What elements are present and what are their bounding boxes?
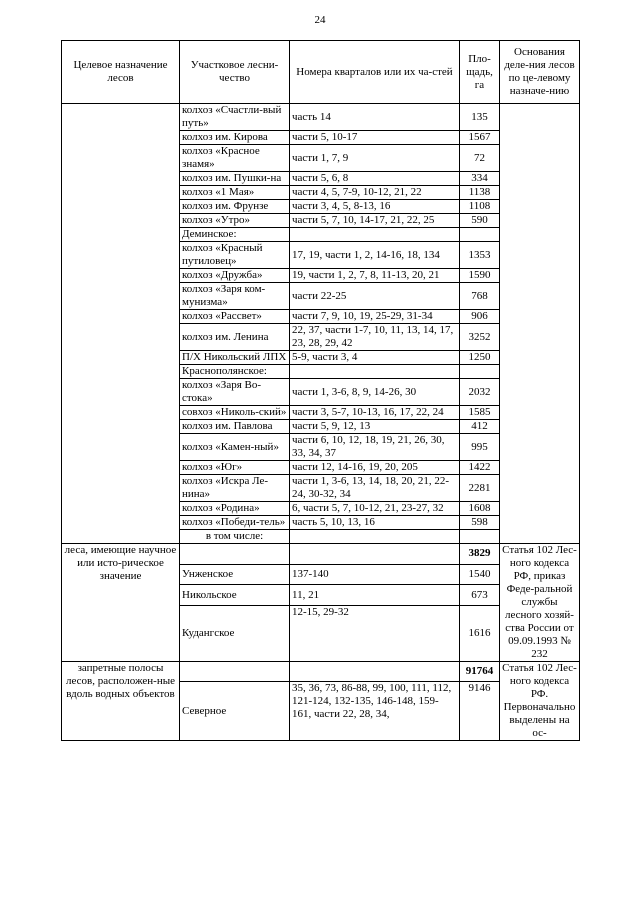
forestry-cell: колхоз им. Кирова (180, 131, 290, 145)
header-area: Пло-щадь, га (460, 41, 500, 104)
forestry-cell: колхоз «Родина» (180, 502, 290, 516)
area-cell: 1138 (460, 186, 500, 200)
forest-purpose-table (61, 40, 580, 741)
scientific-total: 3829 (460, 544, 500, 565)
forestry-cell: колхоз им. Ленина (180, 324, 290, 351)
forestry-cell: колхоз «Дружба» (180, 269, 290, 283)
area-cell: 1353 (460, 242, 500, 269)
group-label-krasnopolyanskoe: Краснополянское: (180, 365, 290, 379)
forestry-cell: колхоз «Красный путиловец» (180, 242, 290, 269)
area-cell: 72 (460, 145, 500, 172)
forestry-cell: колхоз «Счастли-вый путь» (180, 104, 290, 131)
basis-water: Статья 102 Лес-ного кодекса РФ. Первоначально выделены на ос- (500, 662, 580, 741)
area-cell: 768 (460, 283, 500, 310)
forestry-cell: Унженское (180, 564, 290, 585)
quarters-cell: части 5, 10-17 (290, 131, 460, 145)
quarters-cell: части 3, 5-7, 10-13, 16, 17, 22, 24 (290, 406, 460, 420)
quarters-cell: части 1, 3-6, 13, 14, 18, 20, 21, 22-24, 30-32, 34 (290, 475, 460, 502)
subtotal-row (62, 662, 580, 682)
area-cell: 995 (460, 434, 500, 461)
including-label: в том числе: (180, 530, 290, 544)
page-number: 24 (314, 14, 326, 26)
forestry-cell: колхоз им. Павлова (180, 420, 290, 434)
area-cell: 1585 (460, 406, 500, 420)
forestry-cell: колхоз «Юг» (180, 461, 290, 475)
quarters-cell: части 4, 5, 7-9, 10-12, 21, 22 (290, 186, 460, 200)
quarters-cell: 22, 37, части 1-7, 10, 11, 13, 14, 17, 23, 28, 29, 42 (290, 324, 460, 351)
quarters-cell: 137-140 (290, 564, 460, 585)
area-cell: 1422 (460, 461, 500, 475)
quarters-cell: части 5, 9, 12, 13 (290, 420, 460, 434)
header-purpose: Целевое назначение лесов (62, 41, 180, 104)
area-cell: 1608 (460, 502, 500, 516)
quarters-cell: 19, части 1, 2, 7, 8, 11-13, 20, 21 (290, 269, 460, 283)
quarters-cell: части 5, 7, 10, 14-17, 21, 22, 25 (290, 214, 460, 228)
area-cell: 1590 (460, 269, 500, 283)
header-quarters: Номера кварталов или их ча-стей (290, 41, 460, 104)
area-cell: 1108 (460, 200, 500, 214)
forestry-cell: колхоз «Заря ком-мунизма» (180, 283, 290, 310)
area-cell: 2281 (460, 475, 500, 502)
forestry-cell: Кудангское (180, 606, 290, 662)
area-cell: 135 (460, 104, 500, 131)
forestry-cell: колхоз «Рассвет» (180, 310, 290, 324)
area-cell: 1616 (460, 606, 500, 662)
table-header-row (62, 41, 580, 104)
quarters-cell: части 1, 7, 9 (290, 145, 460, 172)
quarters-cell: 17, 19, части 1, 2, 14-16, 18, 134 (290, 242, 460, 269)
quarters-cell: часть 5, 10, 13, 16 (290, 516, 460, 530)
area-cell: 3252 (460, 324, 500, 351)
forestry-cell: Северное (180, 682, 290, 741)
header-basis: Основания деле-ния лесов по це-левому назначе-нию (500, 41, 580, 104)
basis-continued-cell (500, 104, 580, 544)
quarters-cell: части 12, 14-16, 19, 20, 205 (290, 461, 460, 475)
area-cell: 673 (460, 585, 500, 606)
quarters-cell: 35, 36, 73, 86-88, 99, 100, 111, 112, 121-124, 132-135, 146-148, 159-161, части 22, 28, 34, (290, 682, 460, 741)
purpose-scientific: леса, имеющие научное или исто-рическое значение (62, 544, 180, 662)
quarters-cell: части 5, 6, 8 (290, 172, 460, 186)
header-forestry: Участковое лесни-чество (180, 41, 290, 104)
quarters-cell: части 3, 4, 5, 8-13, 16 (290, 200, 460, 214)
quarters-cell: части 6, 10, 12, 18, 19, 21, 26, 30, 33, 34, 37 (290, 434, 460, 461)
forestry-cell: колхоз им. Пушки-на (180, 172, 290, 186)
forestry-cell: П/Х Никольский ЛПХ (180, 351, 290, 365)
forestry-cell: колхоз «Заря Во-стока» (180, 379, 290, 406)
table-row (62, 104, 580, 131)
quarters-cell: 11, 21 (290, 585, 460, 606)
area-cell: 2032 (460, 379, 500, 406)
group-label-deminskoe: Деминское: (180, 228, 290, 242)
area-cell: 1567 (460, 131, 500, 145)
quarters-cell: 6, части 5, 7, 10-12, 21, 23-27, 32 (290, 502, 460, 516)
area-cell: 334 (460, 172, 500, 186)
area-cell: 598 (460, 516, 500, 530)
quarters-cell: части 22-25 (290, 283, 460, 310)
forestry-cell: колхоз «Красное знамя» (180, 145, 290, 172)
purpose-water: запретные полосы лесов, расположен-ные вдоль водных объектов (62, 662, 180, 741)
area-cell: 412 (460, 420, 500, 434)
subtotal-row (62, 544, 580, 565)
forestry-cell: колхоз «1 Мая» (180, 186, 290, 200)
water-total: 91764 (460, 662, 500, 682)
forestry-cell: колхоз им. Фрунзе (180, 200, 290, 214)
area-cell: 590 (460, 214, 500, 228)
area-cell: 1250 (460, 351, 500, 365)
quarters-cell: 12-15, 29-32 (290, 606, 460, 662)
forestry-cell: колхоз «Искра Ле-нина» (180, 475, 290, 502)
forestry-cell: Никольское (180, 585, 290, 606)
purpose-continued-cell (62, 104, 180, 544)
forestry-cell: совхоз «Николь-ский» (180, 406, 290, 420)
forestry-cell: колхоз «Камен-ный» (180, 434, 290, 461)
quarters-cell: 5-9, части 3, 4 (290, 351, 460, 365)
forestry-cell: колхоз «Победи-тель» (180, 516, 290, 530)
quarters-cell: часть 14 (290, 104, 460, 131)
area-cell: 906 (460, 310, 500, 324)
area-cell: 9146 (460, 682, 500, 741)
forestry-cell: колхоз «Утро» (180, 214, 290, 228)
area-cell: 1540 (460, 564, 500, 585)
quarters-cell: части 7, 9, 10, 19, 25-29, 31-34 (290, 310, 460, 324)
quarters-cell: части 1, 3-6, 8, 9, 14-26, 30 (290, 379, 460, 406)
basis-scientific: Статья 102 Лес-ного кодекса РФ, приказ Феде-ральной службы лесного хозяй-ства России от 09.09.1993 № 232 (500, 544, 580, 662)
